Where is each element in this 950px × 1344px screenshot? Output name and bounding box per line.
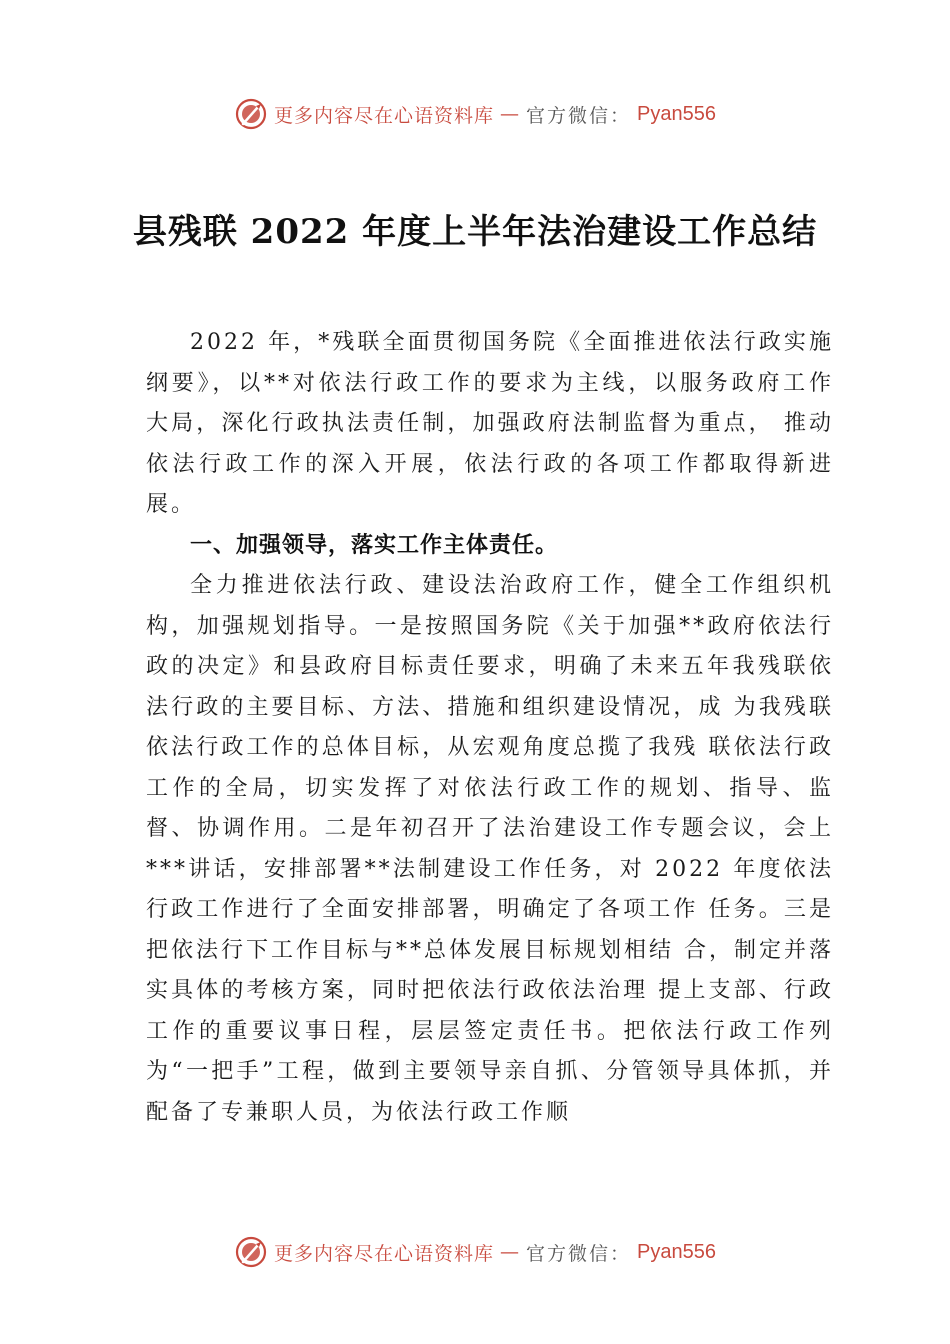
document-title: 县残联 2022 年度上半年法治建设工作总结 xyxy=(132,212,818,252)
watermark-brand-text: 更多内容尽在心语资料库 xyxy=(274,1242,495,1265)
watermark-brand-text: 更多内容尽在心语资料库 xyxy=(274,104,495,127)
brand-logo-icon xyxy=(234,97,268,131)
section-heading: 一、加强领导，落实工作主体责任。 xyxy=(190,532,559,558)
watermark-wechat-label: 官方微信： xyxy=(526,1242,632,1265)
document-body xyxy=(146,323,834,1133)
watermark-dash: — xyxy=(500,1241,521,1263)
brand-logo-icon xyxy=(234,1235,268,1269)
intro-paragraph: 2022 年，*残联全面贯彻国务院《全面推进依法行政实施纲要》，以**对依法行政工作的要求为主线，以服务政府工作大局，深化行政执法责任制，加强政府法制监督为重点， 推动依法行政工作的深入开展，依法行政的各项工作都取得新进展。 xyxy=(146,330,834,517)
header-watermark xyxy=(0,94,950,134)
watermark-wechat-label: 官方微信： xyxy=(526,104,632,127)
watermark-wechat-id: Pyan556 xyxy=(637,102,716,125)
section-paragraph: 全力推进依法行政、建设法治政府工作，健全工作组织机构，加强规划指导。一是按照国务院《关于加强**政府依法行政的决定》和县政府目标责任要求，明确了未来五年我残联依法行政的主要目标、方法、措施和组织建设情况，成 为我残联依法行政工作的总体目标，从宏观角度总揽了我残 联依法行政工作的全局，切实发挥了对依法行政工作的规划、指导、监督、协调作用。二是年初召开了法治建设工作专题会议，会上***讲话，安排部署**法制建设工作任务，对 2022 年度依法行政工作进行了全面安排部署，明确定了各项工作 任务。三是把依法行下工作目标与**总体发展目标规划相结 合，制定并落实具体的考核方案，同时把依法行政依法治理 提上支部、行政工作的重要议事日程，层层签定责任书。把依法行政工作列为“一把手”工程，做到主要领导亲自抓、分管领导具体抓，并配备了专兼职人员，为依法行政工作顺 xyxy=(146,573,834,1125)
watermark-dash: — xyxy=(500,103,521,125)
footer-watermark xyxy=(0,1232,950,1272)
watermark-wechat-id: Pyan556 xyxy=(637,1240,716,1263)
